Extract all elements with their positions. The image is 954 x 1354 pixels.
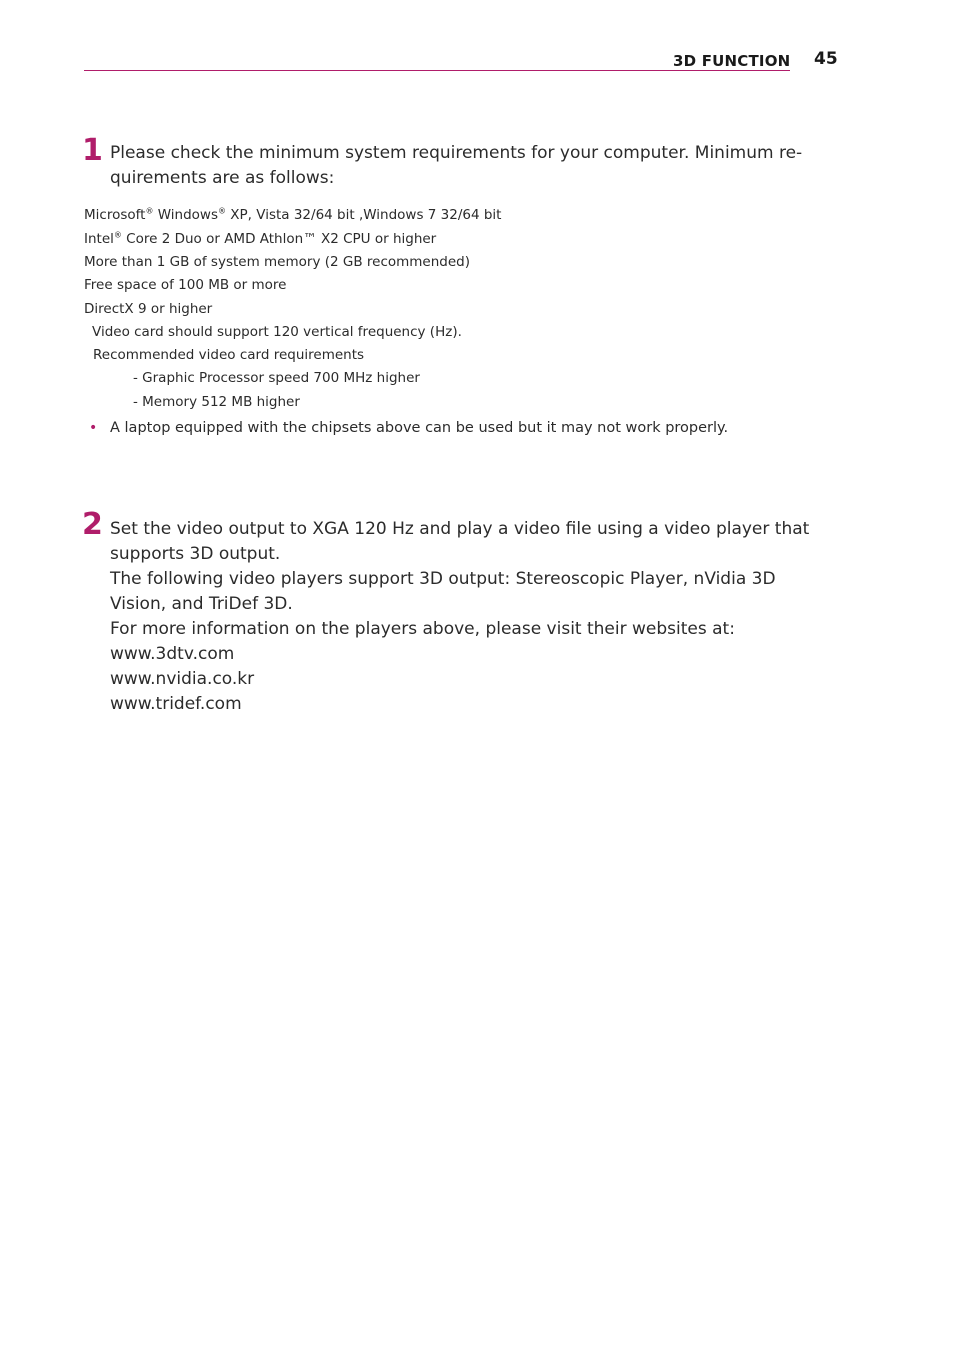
laptop-note: A laptop equipped with the chipsets above can be used but it may not work properly. <box>110 420 729 436</box>
cpu-rest: Core 2 Duo or AMD Athlon™ X2 CPU or higher <box>121 231 437 247</box>
bullet-icon: • <box>89 420 98 436</box>
os-windows: Windows <box>153 207 218 223</box>
registered-mark: ® <box>113 230 122 240</box>
step-number-1: 1 <box>82 133 103 168</box>
requirement-disk: Free space of 100 MB or more <box>84 277 287 293</box>
step-2-line-1: Set the video output to XGA 120 Hz and play a video file using a video player that <box>110 519 810 539</box>
step-2-line-4: Vision, and TriDef 3D. <box>110 594 293 614</box>
website-nvidia: www.nvidia.co.kr <box>110 669 255 689</box>
website-tridef: www.tridef.com <box>110 694 242 714</box>
step-2-line-3: The following video players support 3D output: Stereoscopic Player, nVidia 3D <box>110 569 776 589</box>
step-2-line-5: For more information on the players above, please visit their websites at: <box>110 619 735 639</box>
section-title: 3D FUNCTION <box>673 52 791 70</box>
requirement-graphic-speed: - Graphic Processor speed 700 MHz higher <box>133 370 420 386</box>
registered-mark: ® <box>218 206 226 216</box>
step-1-line-2: quirements are as follows: <box>110 168 335 188</box>
os-prefix: Microsoft <box>84 207 146 223</box>
step-2-text <box>110 517 825 717</box>
video-reqs-title: Recommended video card requirements <box>93 347 365 363</box>
os-rest: XP, Vista 32/64 bit ,Windows 7 32/64 bit <box>226 207 502 223</box>
requirement-memory: More than 1 GB of system memory (2 GB recommended) <box>84 254 470 270</box>
requirement-directx: DirectX 9 or higher <box>84 301 213 317</box>
step-1-text <box>110 141 825 191</box>
page-number: 45 <box>814 49 838 69</box>
step-1-line-1: Please check the minimum system requirements for your computer. Minimum re- <box>110 143 803 163</box>
requirement-cpu <box>84 230 436 248</box>
step-2-line-2: supports 3D output. <box>110 544 281 564</box>
requirement-video-card: Video card should support 120 vertical frequency (Hz). <box>92 324 462 340</box>
registered-mark: ® <box>145 206 154 216</box>
website-3dtv: www.3dtv.com <box>110 644 235 664</box>
requirement-graphic-memory: - Memory 512 MB higher <box>133 394 300 410</box>
requirement-os <box>84 206 501 224</box>
header-divider <box>84 70 790 71</box>
cpu-prefix: Intel <box>84 231 114 247</box>
step-number-2: 2 <box>82 507 103 542</box>
